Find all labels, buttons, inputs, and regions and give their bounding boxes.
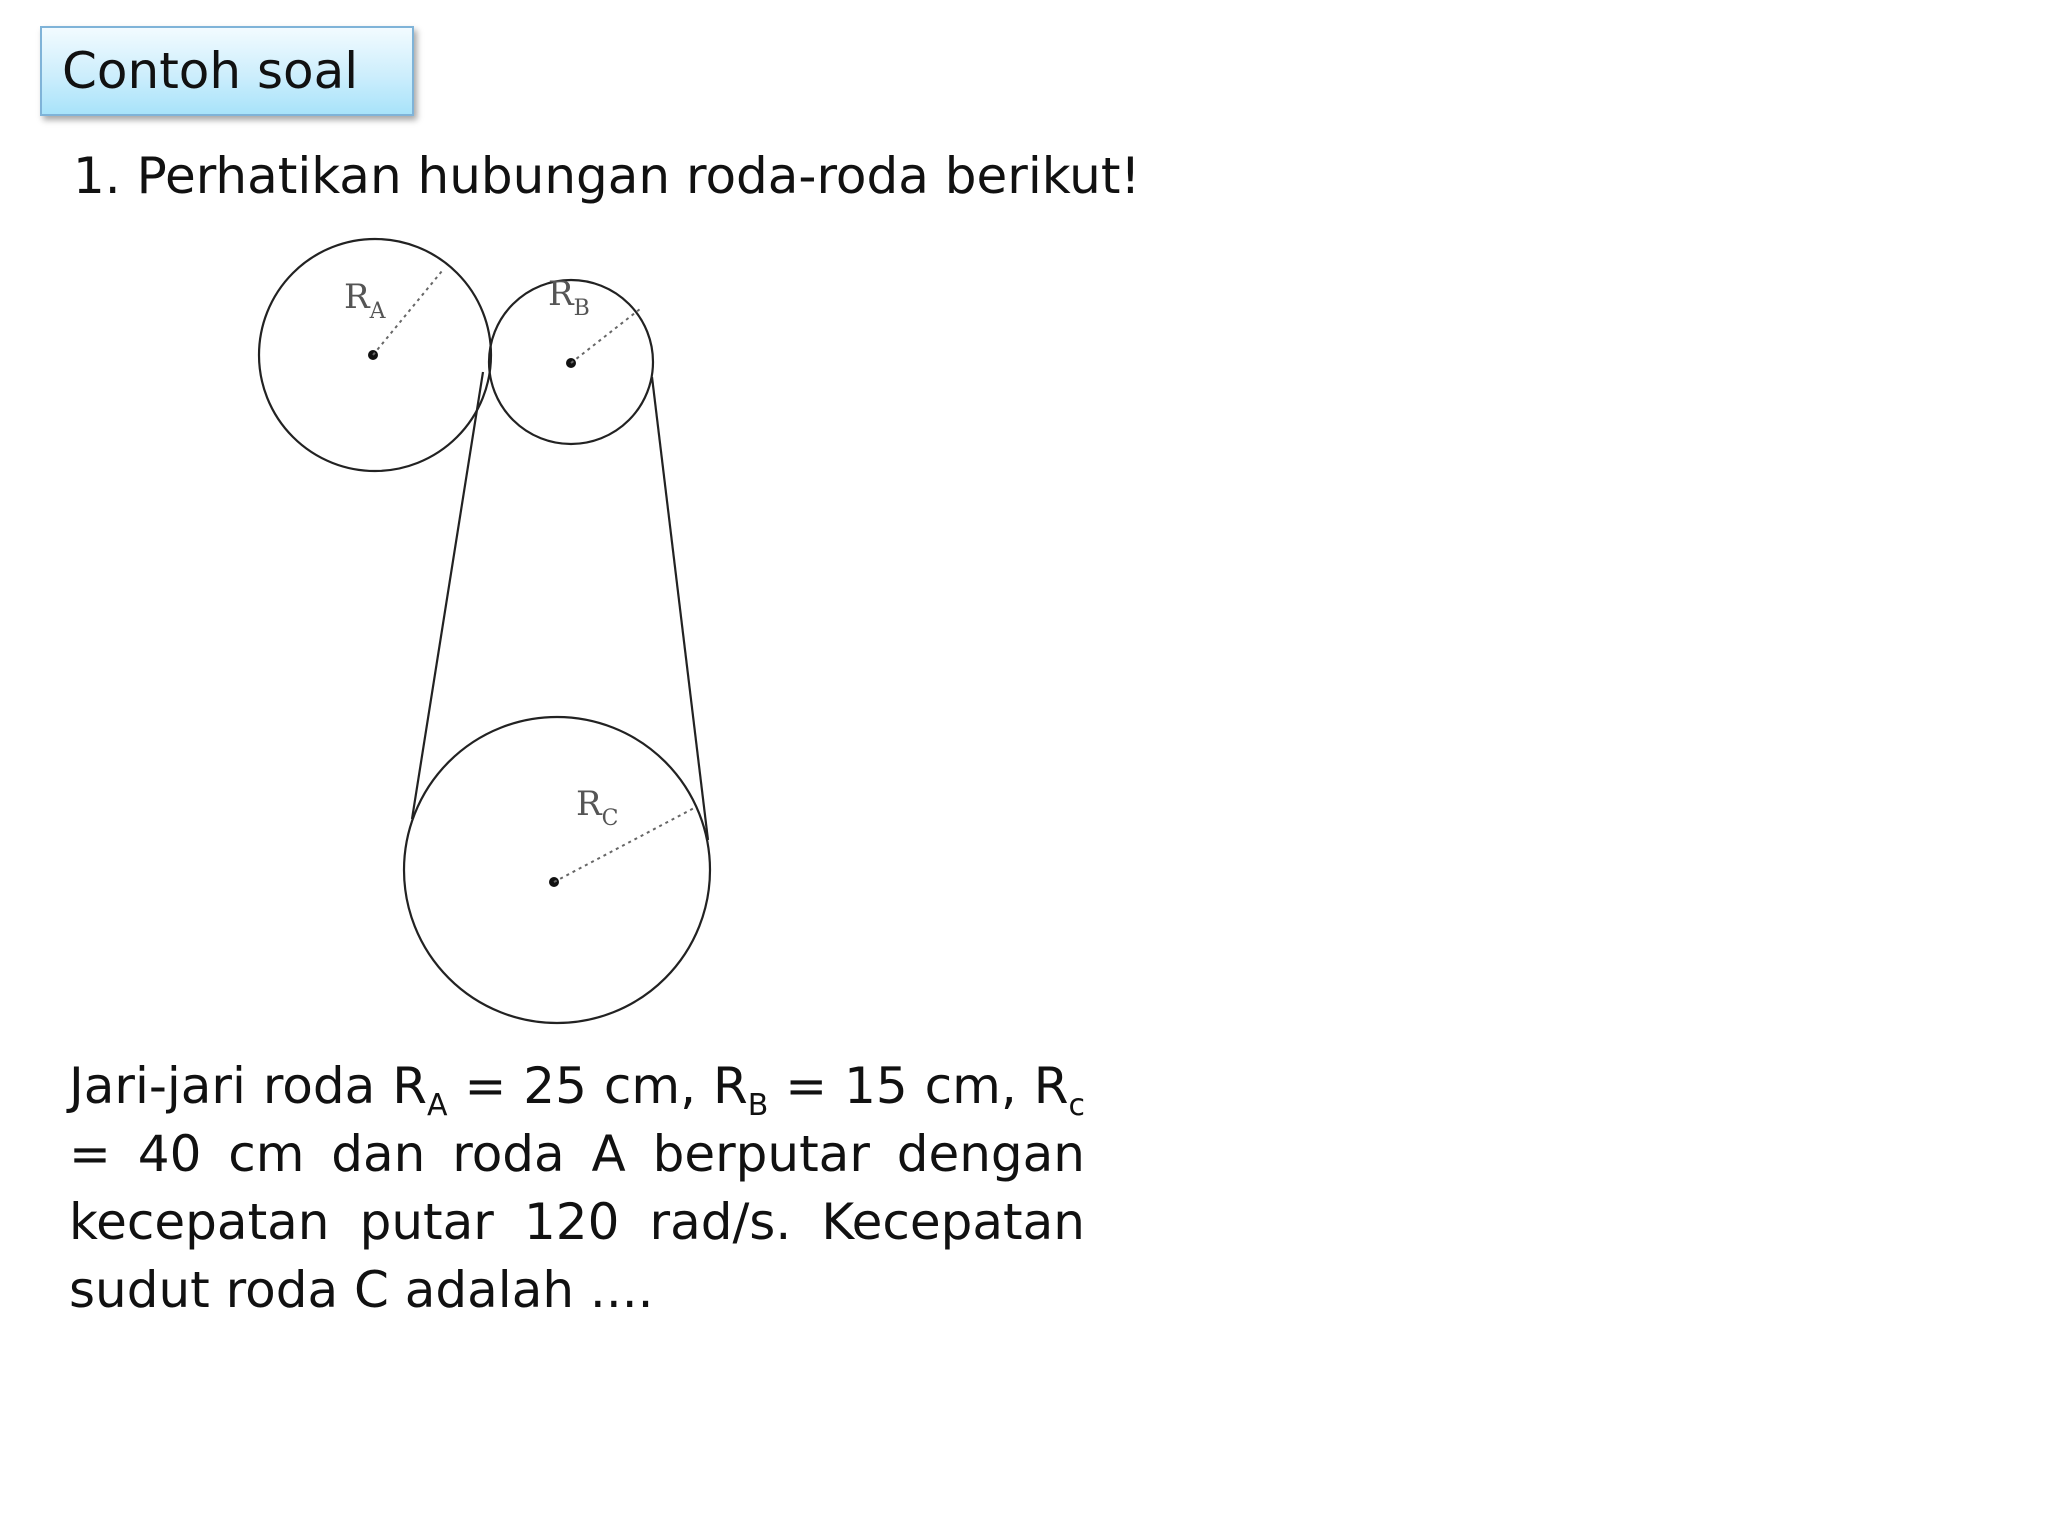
slide-title: Contoh soal (62, 42, 359, 100)
subscript-b: B (747, 1088, 769, 1123)
wheel-diagram-svg (240, 225, 740, 1055)
wheel-c-label: $R_C$ (576, 784, 619, 831)
wheel-diagram (240, 225, 740, 1055)
subscript-c: c (1068, 1088, 1085, 1123)
wheel-a-label: $R_A$ (344, 277, 386, 324)
belt-right (652, 377, 708, 840)
wheel-c (404, 717, 710, 1023)
question-text: 1. Perhatikan hubungan roda-roda berikut! (73, 147, 1141, 205)
problem-text: Jari-jari roda $R_A = 25$ cm, $R_B = 15$ cm, $R_c = 40$ cm dan roda A berputar dengan kecepatan putar 120 rad/s. Kecepatan sudut roda C adalah .... (69, 1057, 1085, 1319)
subscript-a: A (426, 1088, 448, 1123)
wheel-b-label: $R_B$ (548, 274, 590, 321)
belt-left (412, 372, 483, 819)
title-box (40, 26, 414, 116)
